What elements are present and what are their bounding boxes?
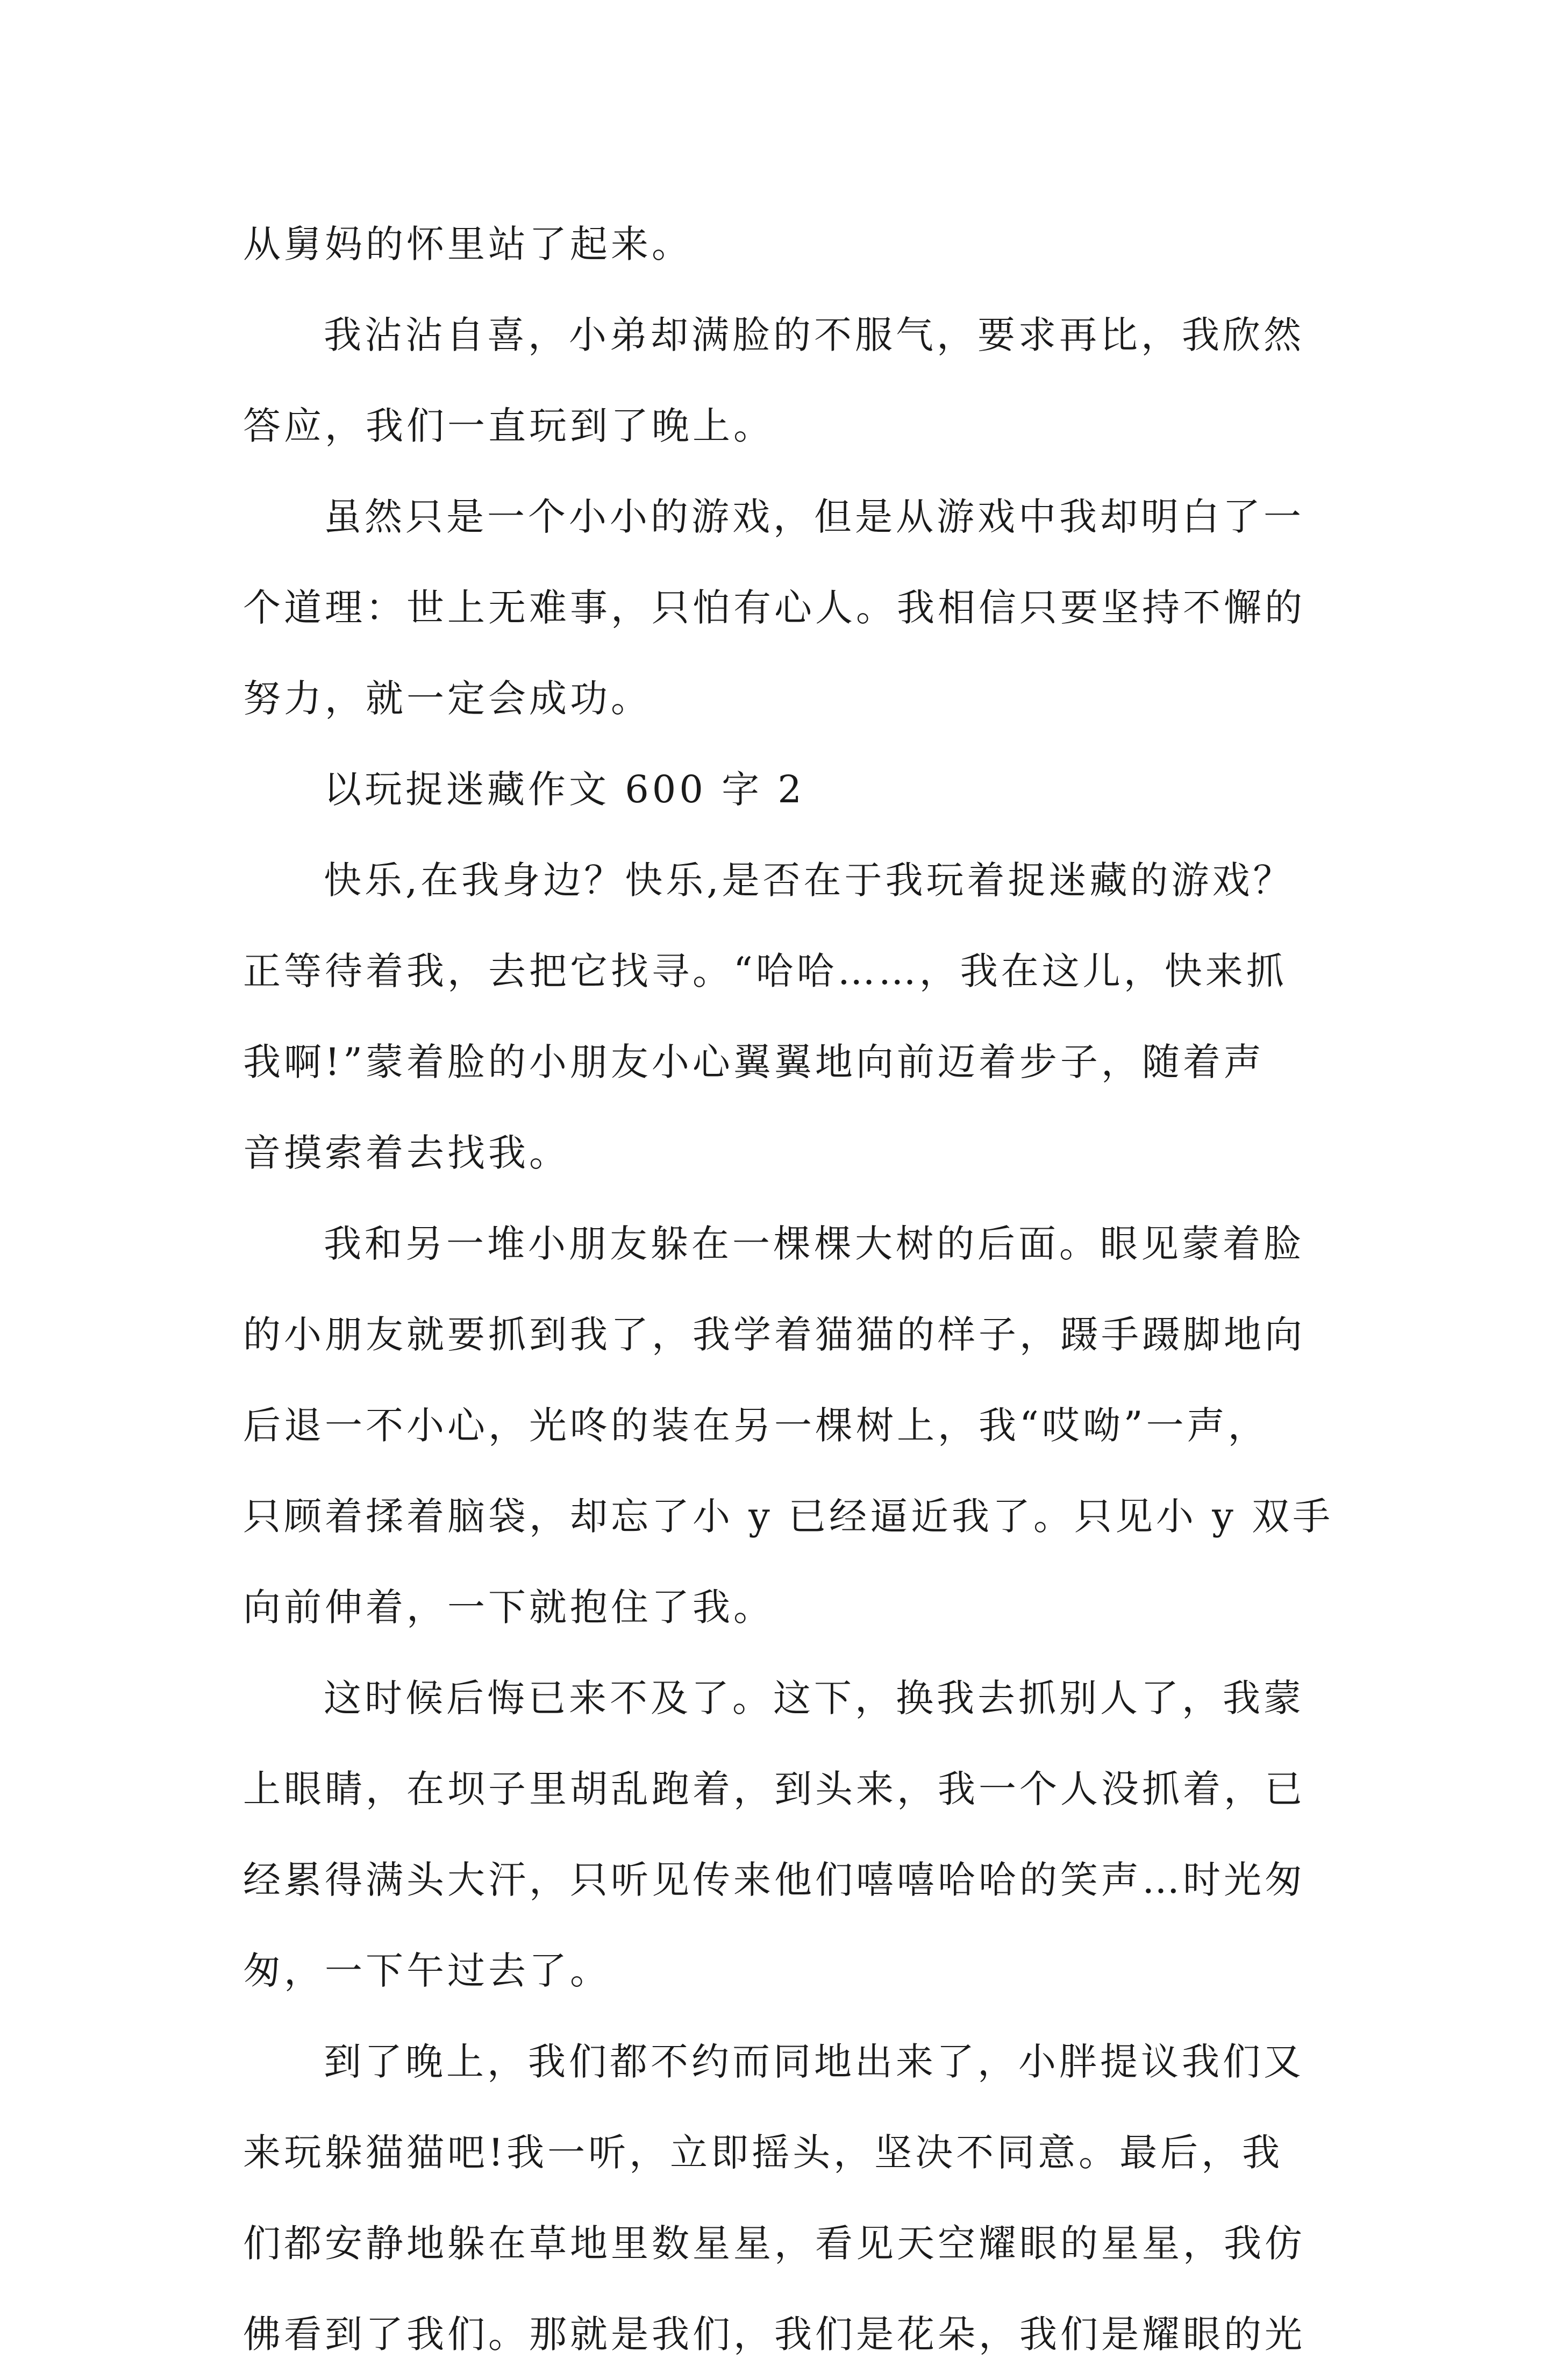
text-line: 这时候后悔已来不及了。这下，换我去抓别人了，我蒙 [324,1676,1304,1720]
section-heading: 以玩捉迷藏作文 600 字 2 [324,767,805,811]
text-line: 上眼睛，在坝子里胡乱跑着，到头来，我一个人没抓着，已 [243,1767,1305,1811]
text-line: 音摸索着去找我。 [243,1131,570,1175]
text-line: 到了晚上，我们都不约而同地出来了，小胖提议我们又 [324,2040,1304,2084]
text-line: 经累得满头大汗，只听见传来他们嘻嘻哈哈的笑声…时光匆 [243,1858,1305,1902]
text-line: 的小朋友就要抓到我了，我学着猫猫的样子，蹑手蹑脚地向 [243,1313,1305,1357]
text-line: 我沾沾自喜，小弟却满脸的不服气，要求再比，我欣然 [324,313,1304,357]
text-line: 努力，就一定会成功。 [243,676,652,721]
text-line: 只顾着揉着脑袋，却忘了小 y 已经逼近我了。只见小 y 双手 [243,1494,1334,1538]
text-line: 从舅妈的怀里站了起来。 [243,222,693,266]
text-line: 向前伸着，一下就抱住了我。 [243,1585,774,1629]
text-line: 们都安静地躲在草地里数星星，看见天空耀眼的星星，我仿 [243,2221,1305,2265]
text-line: 答应，我们一直玩到了晚上。 [243,404,774,448]
text-line: 我啊!”蒙着脸的小朋友小心翼翼地向前迈着步子，随着声 [243,1040,1265,1084]
body-text [243,199,1334,2380]
text-line: 匆，一下午过去了。 [243,1949,611,1993]
text-line: 快乐,在我身边？快乐,是否在于我玩着捉迷藏的游戏？ [324,858,1294,902]
text-line: 个道理：世上无难事，只怕有心人。我相信只要坚持不懈的 [243,586,1305,630]
text-line: 佛看到了我们。那就是我们，我们是花朵，我们是耀眼的光 [243,2312,1305,2356]
text-line: 来玩躲猫猫吧!我一听，立即摇头，坚决不同意。最后，我 [243,2130,1283,2175]
text-line: 我和另一堆小朋友躲在一棵棵大树的后面。眼见蒙着脸 [324,1222,1304,1266]
text-line: 正等待着我，去把它找寻。“哈哈……，我在这儿，快来抓 [243,949,1287,993]
text-line: 虽然只是一个小小的游戏，但是从游戏中我却明白了一 [324,495,1304,539]
text-line: 后退一不小心，光咚的装在另一棵树上，我“哎呦”一声， [243,1403,1269,1448]
